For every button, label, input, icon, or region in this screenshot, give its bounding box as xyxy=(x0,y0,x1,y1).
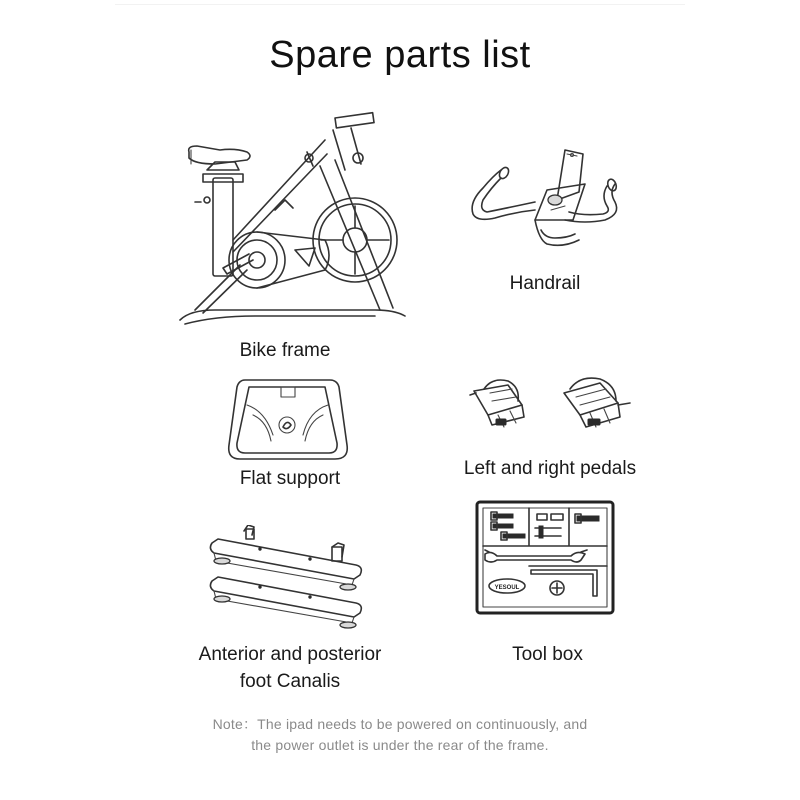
foot-canalis-icon xyxy=(208,525,368,630)
toolbox-brand-text: YESOUL xyxy=(494,585,520,591)
foot-canalis-label-line1: Anterior and posterior xyxy=(198,644,382,665)
flat-support-label: Flat support xyxy=(239,468,341,489)
note-line-1: Note：The ipad needs to be powered on continuously, and xyxy=(212,716,588,732)
tool-box-icon xyxy=(475,500,615,615)
handrail-label: Handrail xyxy=(509,273,581,294)
top-divider xyxy=(115,4,685,5)
foot-canalis-label-line2: foot Canalis xyxy=(239,671,341,692)
bike-frame-icon xyxy=(175,110,415,330)
handrail-icon xyxy=(455,140,635,265)
pedals-icon xyxy=(468,375,638,435)
pedals-label: Left and right pedals xyxy=(463,458,637,479)
flat-support-icon xyxy=(225,375,350,465)
page-title: Spare parts list xyxy=(269,34,531,76)
tool-box-label: Tool box xyxy=(512,644,583,665)
bike-frame-label: Bike frame xyxy=(239,340,331,361)
note-line-2: the power outlet is under the rear of the frame. xyxy=(251,737,549,753)
